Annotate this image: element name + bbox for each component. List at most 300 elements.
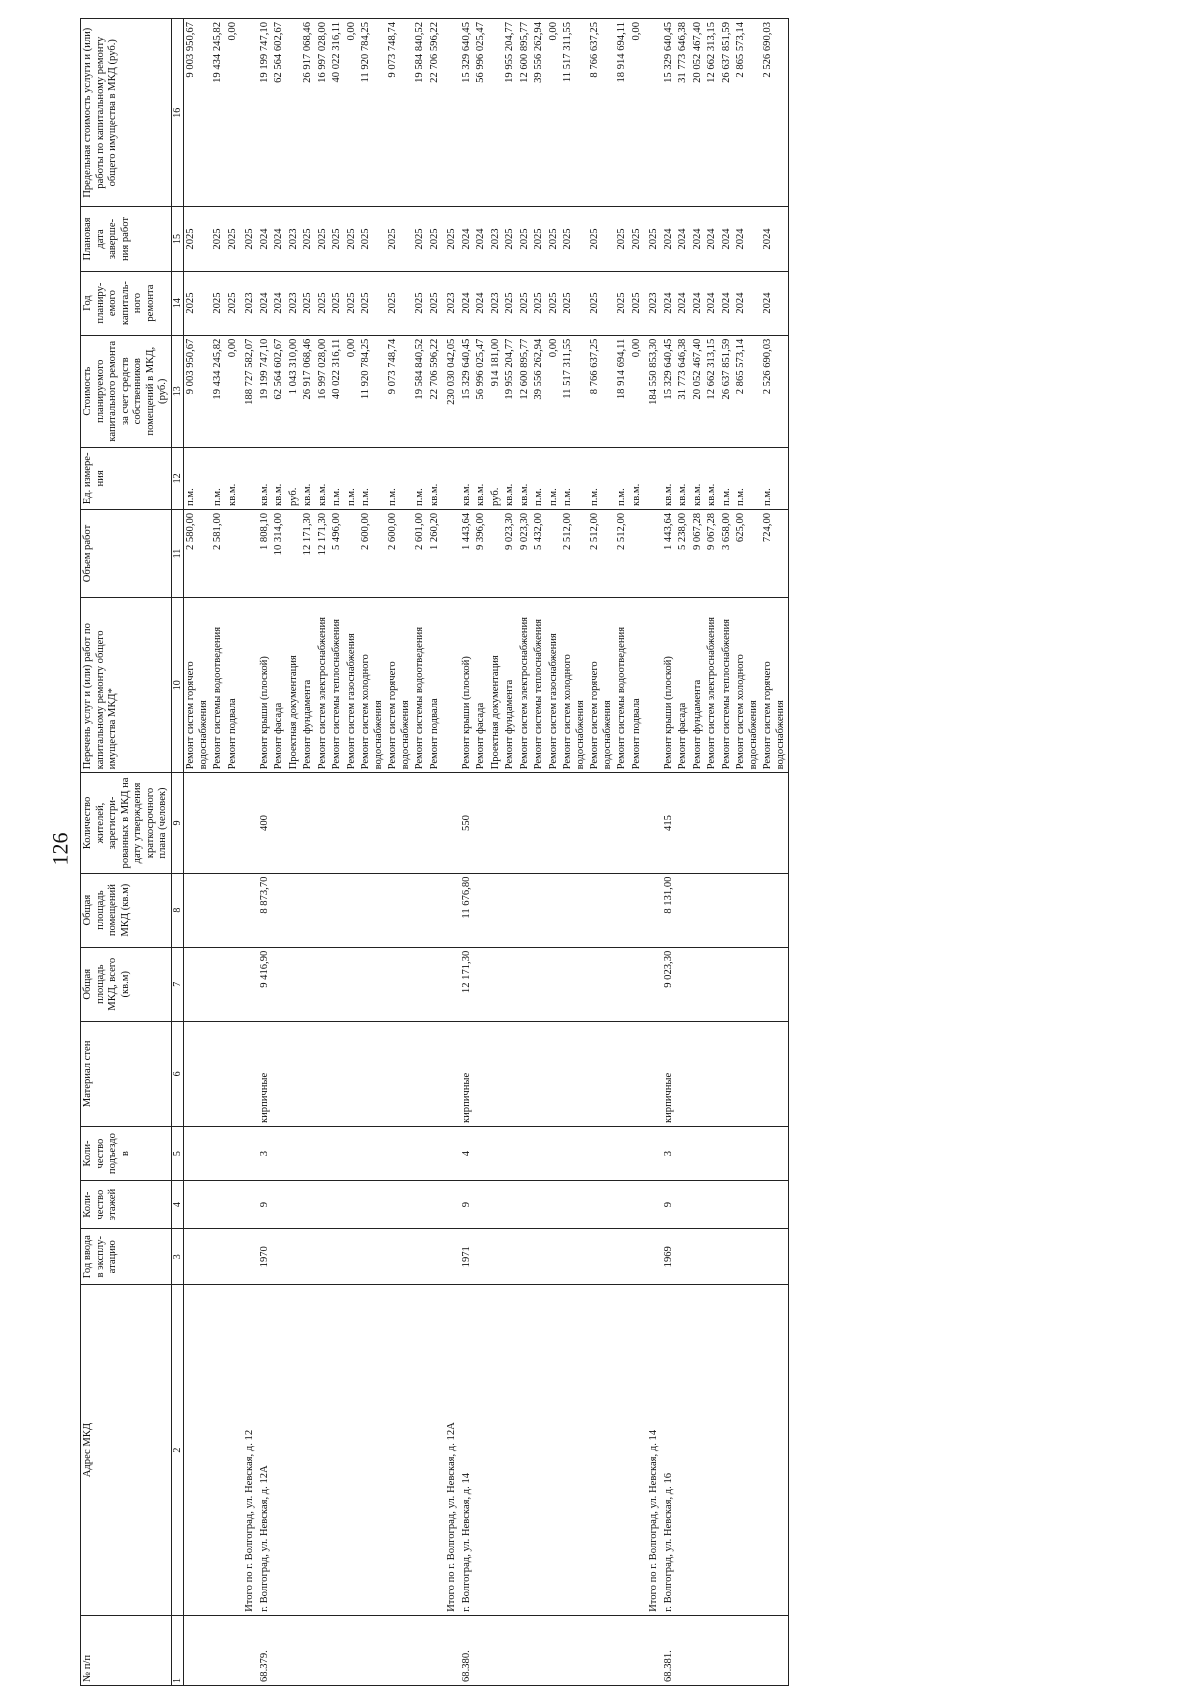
floors-cell (561, 1181, 588, 1229)
year-built-cell (474, 1229, 489, 1285)
floors-cell: 9 (460, 1181, 475, 1229)
premises-area-cell (345, 873, 360, 947)
floors-cell (386, 1181, 413, 1229)
floors-cell (413, 1181, 428, 1229)
address-cell (330, 1285, 345, 1616)
limit-cost-cell: 12 662 313,15 (705, 19, 720, 207)
address-cell (301, 1285, 316, 1616)
table-row (588, 19, 615, 1686)
wall-material-cell (272, 1021, 287, 1126)
address-cell (761, 1285, 789, 1616)
premises-area-cell (561, 873, 588, 947)
residents-cell (630, 773, 645, 873)
work-item-cell: Ремонт системы водоотведения (211, 598, 226, 773)
residents-cell (428, 773, 443, 873)
work-item-cell: Ремонт фундамента (503, 598, 518, 773)
total-area-cell: 12 171,30 (460, 947, 475, 1021)
entrances-cell (547, 1127, 562, 1181)
column-number-cell: 13 (171, 335, 184, 447)
total-area-cell (330, 947, 345, 1021)
end-date-cell: 2023 (489, 207, 504, 271)
limit-cost-cell: 62 564 602,67 (272, 19, 287, 207)
floors-cell (532, 1181, 547, 1229)
total-area-cell (588, 947, 615, 1021)
row-number-cell: 68.380. (460, 1615, 475, 1685)
premises-area-cell (359, 873, 386, 947)
end-date-cell: 2025 (345, 207, 360, 271)
unit-cell: кв.м. (272, 447, 287, 509)
column-number-cell: 8 (171, 873, 184, 947)
header-cell-limit-cost: Предельная стоимость услуги и (или) работы по капитальному ремонту общего имущества в МКД (руб.) (81, 19, 172, 207)
wall-material-cell (547, 1021, 562, 1126)
address-cell (413, 1285, 428, 1616)
cost-cell: 8 766 637,25 (588, 335, 615, 447)
planned-year-cell: 2023 (240, 271, 258, 335)
year-built-cell (630, 1229, 645, 1285)
wall-material-cell (691, 1021, 706, 1126)
limit-cost-cell: 0,00 (345, 19, 360, 207)
unit-cell: кв.м. (226, 447, 241, 509)
table-row (630, 19, 645, 1686)
total-area-cell (561, 947, 588, 1021)
work-item-cell: Ремонт подвала (428, 598, 443, 773)
address-cell (386, 1285, 413, 1616)
work-item-cell (442, 598, 460, 773)
table-row (428, 19, 443, 1686)
planned-year-cell: 2025 (532, 271, 547, 335)
residents-cell (588, 773, 615, 873)
cost-cell: 40 022 316,11 (330, 335, 345, 447)
wall-material-cell (226, 1021, 241, 1126)
wall-material-cell (734, 1021, 761, 1126)
cost-cell: 15 329 640,45 (460, 335, 475, 447)
wall-material-cell (413, 1021, 428, 1126)
work-item-cell: Ремонт системы теплоснабжения (330, 598, 345, 773)
work-item-cell: Ремонт систем холодного водоснабжения (734, 598, 761, 773)
total-area-cell: 9 023,30 (662, 947, 677, 1021)
work-item-cell: Ремонт систем холодного водоснабжения (359, 598, 386, 773)
floors-cell: 9 (258, 1181, 273, 1229)
wall-material-cell (287, 1021, 302, 1126)
table-row (287, 19, 302, 1686)
table-row (615, 19, 630, 1686)
work-item-cell: Ремонт систем газоснабжения (547, 598, 562, 773)
volume-cell: 1 260,20 (428, 509, 443, 597)
limit-cost-cell: 8 766 637,25 (588, 19, 615, 207)
residents-cell (474, 773, 489, 873)
row-number-cell (330, 1615, 345, 1685)
entrances-cell (211, 1127, 226, 1181)
address-cell (474, 1285, 489, 1616)
row-number-cell (345, 1615, 360, 1685)
work-item-cell: Проектная документация (287, 598, 302, 773)
residents-cell (272, 773, 287, 873)
residents-cell (211, 773, 226, 873)
unit-cell: кв.м. (691, 447, 706, 509)
address-cell (630, 1285, 645, 1616)
column-number-cell: 9 (171, 773, 184, 873)
volume-cell: 12 171,30 (301, 509, 316, 597)
planned-year-cell: 2024 (474, 271, 489, 335)
header-cell-number: № п/п (81, 1615, 172, 1685)
end-date-cell: 2025 (211, 207, 226, 271)
address-cell (287, 1285, 302, 1616)
unit-cell: кв.м. (676, 447, 691, 509)
wall-material-cell (428, 1021, 443, 1126)
limit-cost-cell: 15 329 640,45 (662, 19, 677, 207)
premises-area-cell (547, 873, 562, 947)
end-date-cell: 2024 (734, 207, 761, 271)
cost-cell: 62 564 602,67 (272, 335, 287, 447)
wall-material-cell (474, 1021, 489, 1126)
work-item-cell: Ремонт крыши (плоской) (460, 598, 475, 773)
cost-cell: 0,00 (547, 335, 562, 447)
house-row (258, 19, 273, 1686)
total-area-cell (226, 947, 241, 1021)
premises-area-cell (474, 873, 489, 947)
planned-year-cell: 2025 (386, 271, 413, 335)
table-row (691, 19, 706, 1686)
floors-cell (676, 1181, 691, 1229)
limit-cost-cell: 19 584 840,52 (413, 19, 428, 207)
year-built-cell (240, 1229, 258, 1285)
wall-material-cell (211, 1021, 226, 1126)
column-number-cell: 7 (171, 947, 184, 1021)
floors-cell (720, 1181, 735, 1229)
limit-cost-cell: 22 706 596,22 (428, 19, 443, 207)
residents-cell (226, 773, 241, 873)
wall-material-cell (676, 1021, 691, 1126)
header-cell-address: Адрес МКД (81, 1285, 172, 1616)
header-cell-volume: Объем работ (81, 509, 172, 597)
work-item-cell (240, 598, 258, 773)
volume-cell: 9 023,30 (518, 509, 533, 597)
address-cell (720, 1285, 735, 1616)
column-number-cell: 6 (171, 1021, 184, 1126)
floors-cell: 9 (662, 1181, 677, 1229)
premises-area-cell (644, 873, 662, 947)
wall-material-cell (184, 1021, 212, 1126)
unit-cell: кв.м. (460, 447, 475, 509)
cost-cell: 914 181,00 (489, 335, 504, 447)
year-built-cell (226, 1229, 241, 1285)
planned-year-cell: 2025 (301, 271, 316, 335)
cost-cell: 1 043 310,00 (287, 335, 302, 447)
end-date-cell: 2024 (720, 207, 735, 271)
residents-cell (301, 773, 316, 873)
floors-cell (226, 1181, 241, 1229)
year-built-cell (386, 1229, 413, 1285)
entrances-cell (287, 1127, 302, 1181)
residents-cell (615, 773, 630, 873)
entrances-cell: 3 (258, 1127, 273, 1181)
residents-cell: 550 (460, 773, 475, 873)
residents-cell (413, 773, 428, 873)
entrances-cell (359, 1127, 386, 1181)
wall-material-cell (330, 1021, 345, 1126)
table-row (226, 19, 241, 1686)
cost-cell: 26 917 068,46 (301, 335, 316, 447)
entrances-cell (518, 1127, 533, 1181)
floors-cell (316, 1181, 331, 1229)
volume-cell: 2 600,00 (359, 509, 386, 597)
row-number-cell (474, 1615, 489, 1685)
column-number-cell: 14 (171, 271, 184, 335)
planned-year-cell: 2025 (503, 271, 518, 335)
premises-area-cell: 11 676,80 (460, 873, 475, 947)
row-number-cell (316, 1615, 331, 1685)
premises-area-cell (676, 873, 691, 947)
header-cell-entrances: Коли- чество подъездо в (81, 1127, 172, 1181)
volume-cell (442, 509, 460, 597)
planned-year-cell: 2024 (691, 271, 706, 335)
volume-cell: 10 314,00 (272, 509, 287, 597)
work-item-cell: Ремонт системы водоотведения (615, 598, 630, 773)
cost-cell: 19 434 245,82 (211, 335, 226, 447)
entrances-cell (588, 1127, 615, 1181)
limit-cost-cell: 16 997 028,00 (316, 19, 331, 207)
limit-cost-cell: 2 865 573,14 (734, 19, 761, 207)
premises-area-cell (734, 873, 761, 947)
floors-cell (547, 1181, 562, 1229)
column-number-cell: 5 (171, 1127, 184, 1181)
limit-cost-cell: 19 434 245,82 (211, 19, 226, 207)
address-cell: Итого по г. Волгоград, ул. Невская, д. 12А (442, 1285, 460, 1616)
premises-area-cell (705, 873, 720, 947)
address-cell (615, 1285, 630, 1616)
entrances-cell (413, 1127, 428, 1181)
year-built-cell (316, 1229, 331, 1285)
premises-area-cell (442, 873, 460, 947)
unit-cell: п.м. (211, 447, 226, 509)
total-area-cell (630, 947, 645, 1021)
volume-cell: 9 023,30 (503, 509, 518, 597)
limit-cost-cell (442, 19, 460, 207)
header-cell-wall-material: Материал стен (81, 1021, 172, 1126)
planned-year-cell: 2025 (316, 271, 331, 335)
end-date-cell: 2023 (287, 207, 302, 271)
column-number-cell: 2 (171, 1285, 184, 1616)
address-cell (691, 1285, 706, 1616)
header-cell-end-date: Плановая дата заверше- ния работ (81, 207, 172, 271)
cost-cell: 11 920 784,25 (359, 335, 386, 447)
planned-year-cell: 2023 (287, 271, 302, 335)
premises-area-cell (272, 873, 287, 947)
wall-material-cell: кирпичные (662, 1021, 677, 1126)
table-row (345, 19, 360, 1686)
floors-cell (287, 1181, 302, 1229)
entrances-cell (428, 1127, 443, 1181)
volume-cell: 9 396,00 (474, 509, 489, 597)
premises-area-cell (615, 873, 630, 947)
entrances-cell (316, 1127, 331, 1181)
floors-cell (734, 1181, 761, 1229)
limit-cost-cell: 12 600 895,77 (518, 19, 533, 207)
year-built-cell (691, 1229, 706, 1285)
address-cell (489, 1285, 504, 1616)
unit-cell: кв.м. (518, 447, 533, 509)
cost-cell: 19 955 204,77 (503, 335, 518, 447)
floors-cell (489, 1181, 504, 1229)
row-number-cell (547, 1615, 562, 1685)
planned-year-cell: 2024 (705, 271, 720, 335)
premises-area-cell (240, 873, 258, 947)
year-built-cell (272, 1229, 287, 1285)
table-body (184, 19, 789, 1686)
column-number-cell: 12 (171, 447, 184, 509)
row-number-cell: 68.379. (258, 1615, 273, 1685)
work-item-cell (644, 598, 662, 773)
work-item-cell: Ремонт крыши (плоской) (662, 598, 677, 773)
table-row (676, 19, 691, 1686)
work-item-cell: Ремонт системы теплоснабжения (720, 598, 735, 773)
planned-year-cell: 2025 (211, 271, 226, 335)
planned-year-cell: 2025 (413, 271, 428, 335)
planned-year-cell: 2023 (489, 271, 504, 335)
column-number-cell: 10 (171, 598, 184, 773)
row-number-cell (761, 1615, 789, 1685)
cost-cell: 15 329 640,45 (662, 335, 677, 447)
year-built-cell (359, 1229, 386, 1285)
total-area-cell (359, 947, 386, 1021)
row-number-cell (489, 1615, 504, 1685)
volume-cell (630, 509, 645, 597)
entrances-cell (442, 1127, 460, 1181)
address-cell: Итого по г. Волгоград, ул. Невская, д. 14 (644, 1285, 662, 1616)
year-built-cell (413, 1229, 428, 1285)
wall-material-cell (518, 1021, 533, 1126)
unit-cell: п.м. (588, 447, 615, 509)
column-number-cell: 4 (171, 1181, 184, 1229)
floors-cell (345, 1181, 360, 1229)
planned-year-cell: 2023 (644, 271, 662, 335)
address-cell (676, 1285, 691, 1616)
year-built-cell (705, 1229, 720, 1285)
work-item-cell: Ремонт системы теплоснабжения (532, 598, 547, 773)
volume-cell: 724,00 (761, 509, 789, 597)
end-date-cell: 2024 (761, 207, 789, 271)
limit-cost-cell: 0,00 (630, 19, 645, 207)
end-date-cell: 2025 (240, 207, 258, 271)
cost-cell: 31 773 646,38 (676, 335, 691, 447)
volume-cell: 2 580,00 (184, 509, 212, 597)
unit-cell: руб. (489, 447, 504, 509)
floors-cell (503, 1181, 518, 1229)
row-number-cell (588, 1615, 615, 1685)
end-date-cell: 2025 (184, 207, 212, 271)
wall-material-cell (705, 1021, 720, 1126)
premises-area-cell: 8 873,70 (258, 873, 273, 947)
entrances-cell (561, 1127, 588, 1181)
planned-year-cell: 2025 (547, 271, 562, 335)
table-row (330, 19, 345, 1686)
planned-year-cell: 2024 (272, 271, 287, 335)
premises-area-cell (428, 873, 443, 947)
end-date-cell: 2025 (503, 207, 518, 271)
entrances-cell (272, 1127, 287, 1181)
entrances-cell (532, 1127, 547, 1181)
year-built-cell (676, 1229, 691, 1285)
planned-year-cell: 2024 (720, 271, 735, 335)
residents-cell (503, 773, 518, 873)
planned-year-cell: 2025 (588, 271, 615, 335)
end-date-cell: 2024 (272, 207, 287, 271)
address-cell (588, 1285, 615, 1616)
address-cell: г. Волгоград, ул. Невская, д. 12А (258, 1285, 273, 1616)
header-cell-unit: Ед. измере- ния (81, 447, 172, 509)
total-area-cell (615, 947, 630, 1021)
total-area-cell (413, 947, 428, 1021)
address-cell (184, 1285, 212, 1616)
end-date-cell: 2024 (662, 207, 677, 271)
column-number-cell: 15 (171, 207, 184, 271)
work-item-cell: Ремонт систем горячего водоснабжения (588, 598, 615, 773)
volume-cell: 2 512,00 (615, 509, 630, 597)
unit-cell (240, 447, 258, 509)
planned-year-cell: 2025 (226, 271, 241, 335)
work-item-cell: Ремонт системы водоотведения (413, 598, 428, 773)
end-date-cell: 2025 (428, 207, 443, 271)
residents-cell (734, 773, 761, 873)
end-date-cell: 2025 (359, 207, 386, 271)
end-date-cell: 2025 (644, 207, 662, 271)
cost-cell: 18 914 694,11 (615, 335, 630, 447)
row-number-cell: 68.381. (662, 1615, 677, 1685)
end-date-cell: 2025 (442, 207, 460, 271)
header-cell-planned-year: Год планиру- емого капиталь- ного ремонта (81, 271, 172, 335)
planned-year-cell: 2025 (330, 271, 345, 335)
wall-material-cell (720, 1021, 735, 1126)
capital-repair-plan-table (80, 18, 789, 1686)
volume-cell (489, 509, 504, 597)
residents-cell (532, 773, 547, 873)
cost-cell: 11 517 311,55 (561, 335, 588, 447)
floors-cell (474, 1181, 489, 1229)
row-number-cell (428, 1615, 443, 1685)
table-row (413, 19, 428, 1686)
table-row (359, 19, 386, 1686)
year-built-cell (561, 1229, 588, 1285)
entrances-cell (676, 1127, 691, 1181)
header-cell-year-built: Год ввода в эксплу- атацию (81, 1229, 172, 1285)
wall-material-cell (442, 1021, 460, 1126)
unit-cell: п.м. (547, 447, 562, 509)
unit-cell: кв.м. (316, 447, 331, 509)
volume-cell: 5 432,00 (532, 509, 547, 597)
year-built-cell (588, 1229, 615, 1285)
limit-cost-cell: 19 199 747,10 (258, 19, 273, 207)
premises-area-cell (301, 873, 316, 947)
volume-cell: 5 496,00 (330, 509, 345, 597)
total-area-cell (644, 947, 662, 1021)
end-date-cell: 2025 (301, 207, 316, 271)
premises-area-cell (330, 873, 345, 947)
total-area-cell (272, 947, 287, 1021)
total-area-cell (301, 947, 316, 1021)
wall-material-cell (316, 1021, 331, 1126)
header-cell-cost: Стоимость планируемого капитального ремонта за счет средств собственников помещений в МКД, (руб.) (81, 335, 172, 447)
entrances-cell (691, 1127, 706, 1181)
unit-cell: п.м. (330, 447, 345, 509)
column-number-cell: 1 (171, 1615, 184, 1685)
unit-cell (442, 447, 460, 509)
entrances-cell (615, 1127, 630, 1181)
premises-area-cell: 8 131,00 (662, 873, 677, 947)
premises-area-cell (287, 873, 302, 947)
residents-cell: 400 (258, 773, 273, 873)
row-number-cell (386, 1615, 413, 1685)
work-item-cell: Ремонт систем электроснабжения (316, 598, 331, 773)
